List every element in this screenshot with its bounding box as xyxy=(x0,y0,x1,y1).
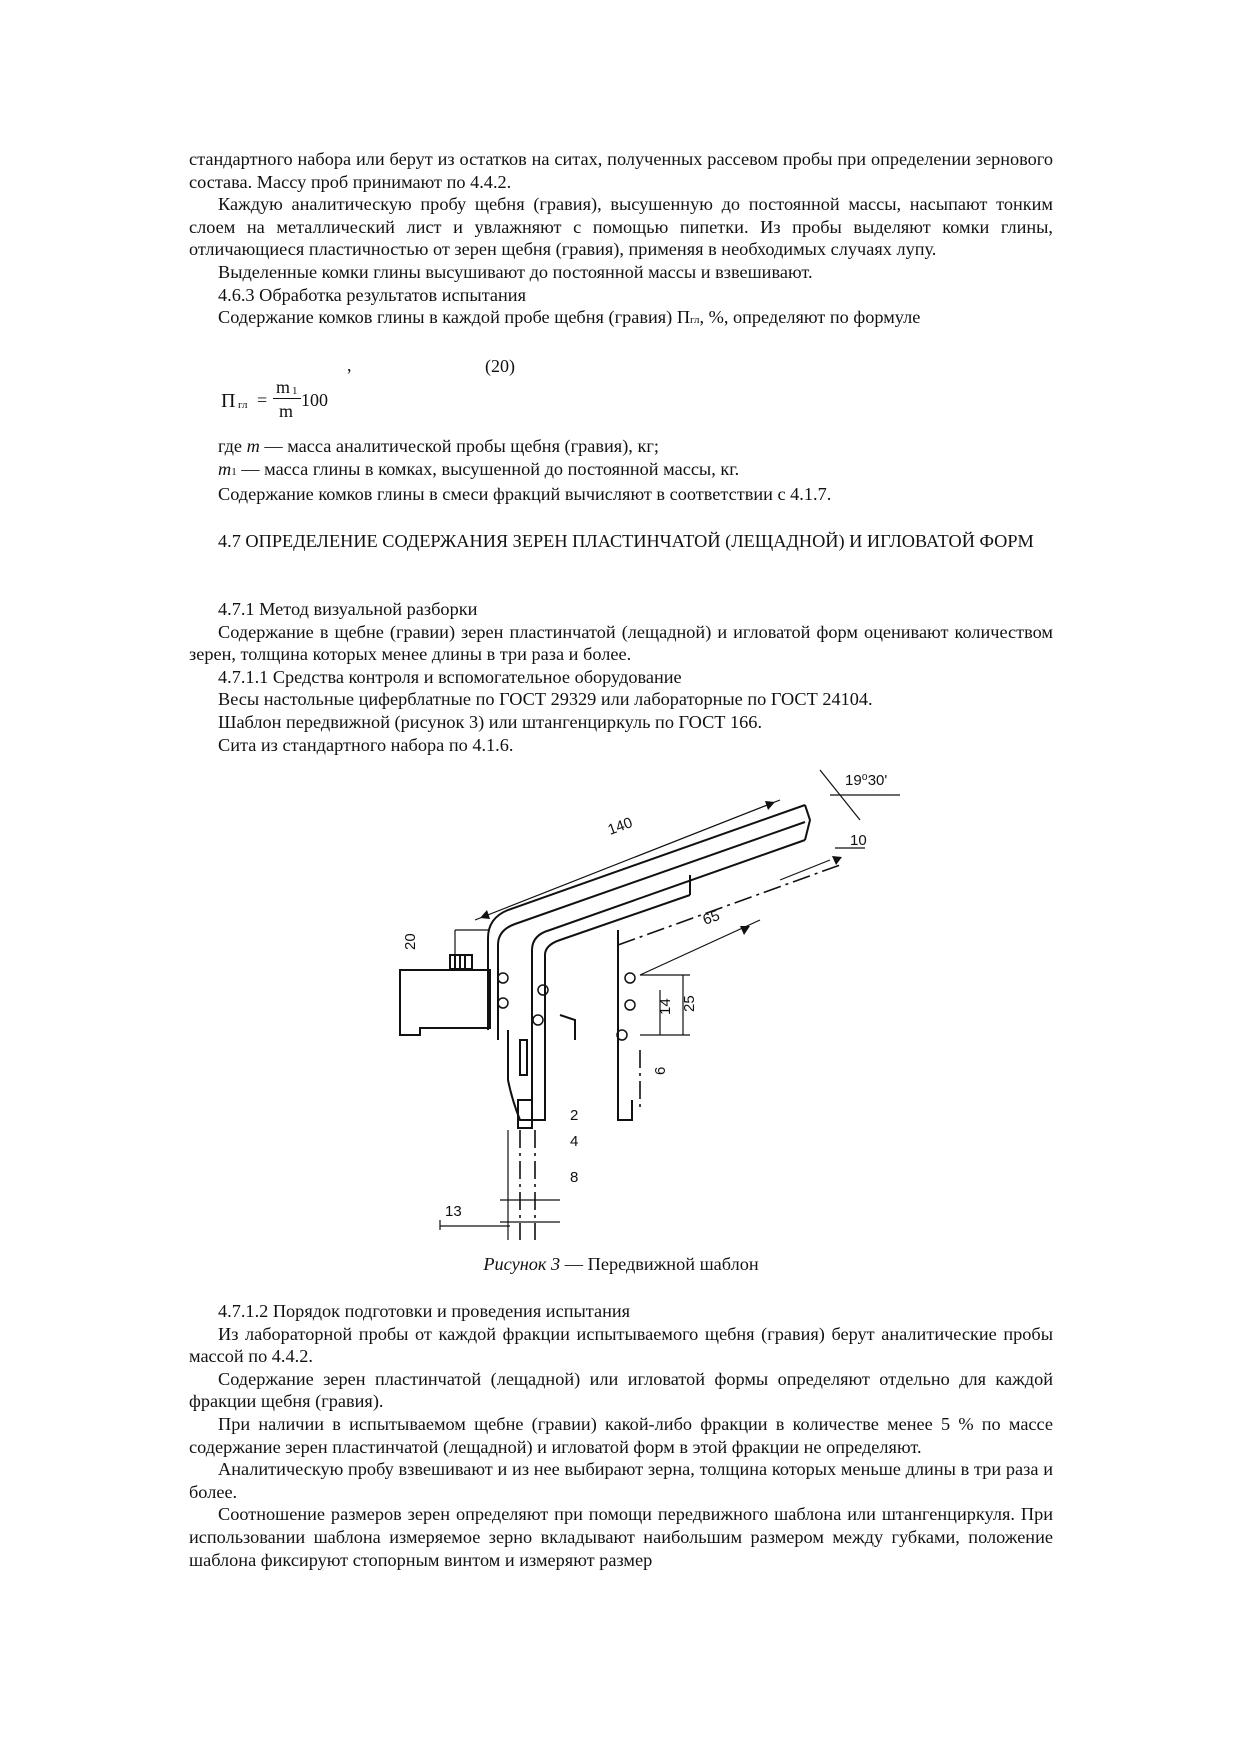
figure-3-movable-template xyxy=(0,760,1240,1260)
dim-14: 14 xyxy=(657,998,674,1015)
dim-13: 13 xyxy=(445,1203,462,1220)
paragraph-12: Сита из стандартного набора по 4.1.6. xyxy=(218,734,514,755)
formula-number: (20) xyxy=(485,356,515,376)
paragraph-14: Из лабораторной пробы от каждой фракции испытываемого щебня (гравия) берут аналитические пробы массой по 4.4.2. xyxy=(189,1323,1053,1367)
template-outline xyxy=(400,805,810,1128)
dimension-labels xyxy=(402,772,887,1220)
formula-20: , (20) П гл = m 1 m 100 xyxy=(221,355,515,421)
paragraph-1: стандартного набора или берут из остатков на ситах, полученных рассевом пробы при определении зернового состава. Массу проб принимают по 4.4.2. xyxy=(189,149,1053,192)
paragraph-3: Выделенные комки глины высушивают до постоянной массы и взвешивают. xyxy=(218,261,813,282)
paragraph-10: Весы настольные циферблатные по ГОСТ 29329 или лабораторные по ГОСТ 24104. xyxy=(218,689,873,710)
figure-3-caption: Рисунок 3 — Передвижной шаблон xyxy=(483,1254,759,1274)
text-block-4-7-1 xyxy=(189,598,1053,756)
dim-angle: 19⁰30' xyxy=(845,772,888,789)
section-4-7-1-2-heading: 4.7.1.2 Порядок подготовки и проведения испытания xyxy=(218,1301,631,1321)
dim-65: 65 xyxy=(700,907,723,929)
section-4-6-3-heading: 4.6.3 Обработка результатов испытания xyxy=(218,284,526,305)
dim-2: 2 xyxy=(570,1107,579,1124)
where-m1: m1 — масса глины в комках, высушенной до постоянной массы, кг. xyxy=(218,458,740,479)
paragraph-16: При наличии в испытываемом щебне (гравии) какой-либо фракции в количестве менее 5 % по массе содержание зерен пластинчатой (лещадной) и игловатой форм в этой фракции не определяют. xyxy=(189,1413,1053,1457)
slide-piece xyxy=(618,930,632,1120)
paragraph-formula-intro: Содержание комков глины в каждой пробе щебня (гравия) Пгл, %, определяют по формуле xyxy=(218,307,921,328)
fraction-bar xyxy=(273,398,301,399)
arrowheads xyxy=(480,801,842,935)
section-4-7-1-heading: 4.7.1 Метод визуальной разборки xyxy=(218,599,478,619)
text-block-4-7-1-2 xyxy=(189,1300,1053,1571)
paragraph-8: Содержание в щебне (гравии) зерен пластинчатой (лещадной) и игловатой форм оценивают количеством зерен, толщина которых менее длины в три раза и более. xyxy=(189,621,1053,665)
dim-140: 140 xyxy=(605,814,635,839)
dim-25: 25 xyxy=(681,995,698,1012)
paragraph-11: Шаблон передвижной (рисунок 3) или штангенциркуль по ГОСТ 166. xyxy=(218,711,763,732)
dim-10: 10 xyxy=(850,832,867,849)
dim-4: 4 xyxy=(570,1133,579,1150)
paragraph-15: Содержание зерен пластинчатой (лещадной) или игловатой формы определяют отдельно для каждой фракции щебня (гравия). xyxy=(189,1368,1053,1412)
text-block-top xyxy=(189,148,1053,332)
paragraph-18: Соотношение размеров зерен определяют при помощи передвижного шаблона или штангенциркуля. При использовании шаблона измеряемое зерно вкладывают наибольшим размером между губками, положение шаблона фиксируют стопорным винтом и измеряют размер xyxy=(189,1504,1053,1570)
text-block-where xyxy=(189,435,1053,506)
dim-8: 8 xyxy=(570,1169,579,1186)
where-m: где m — масса аналитической пробы щебня (гравия), кг; xyxy=(218,436,659,456)
paragraph-6: Содержание комков глины в смеси фракций вычисляют в соответствии с 4.1.7. xyxy=(218,484,832,505)
text-block-4-7 xyxy=(189,530,1053,553)
section-4-7-heading: 4.7 ОПРЕДЕЛЕНИЕ СОДЕРЖАНИЯ ЗЕРЕН ПЛАСТИНЧАТОЙ (ЛЕЩАДНОЙ) И ИГЛОВАТОЙ ФОРМ xyxy=(218,531,1034,551)
dim-20: 20 xyxy=(402,933,419,950)
base-block xyxy=(400,970,490,1035)
dim-6: 6 xyxy=(652,1066,669,1075)
section-4-7-1-1-heading: 4.7.1.1 Средства контроля и вспомогательное оборудование xyxy=(218,666,682,687)
holes xyxy=(498,973,635,1040)
paragraph-17: Аналитическую пробу взвешивают и из нее выбирают зерна, толщина которых меньше длины в три раза и более. xyxy=(189,1459,1053,1502)
paragraph-2: Каждую аналитическую пробу щебня (гравия), высушенную до постоянной массы, насыпают тонким слоем на металлический лист и увлажняют с помощью пипетки. Из пробы выделяют комки глины, отличающиеся пластичностью от зерен щебня (гравия), применяя в необходимых случаях лупу. xyxy=(189,194,1053,260)
